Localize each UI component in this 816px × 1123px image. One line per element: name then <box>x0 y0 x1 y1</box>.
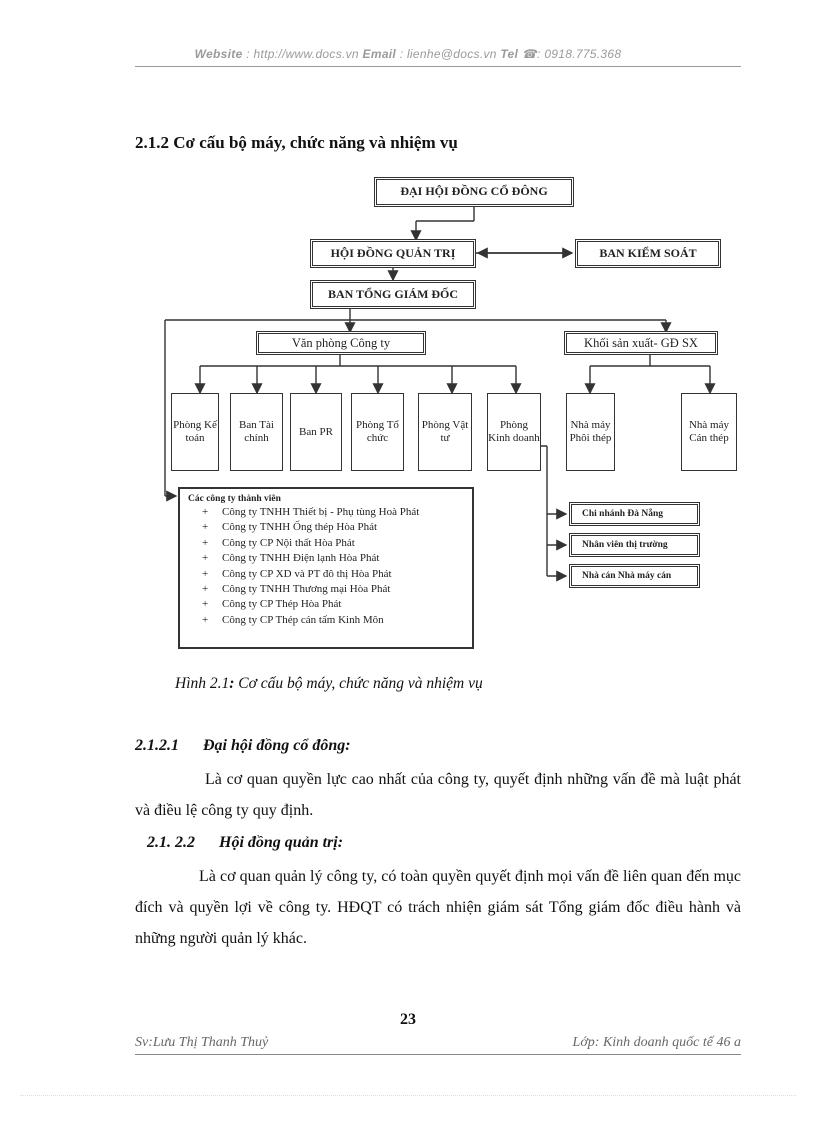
member-companies-box <box>178 487 474 649</box>
tel-value: ☎: 0918.775.368 <box>518 47 622 61</box>
member-item: + Công ty CP XD và PT đô thị Hòa Phát <box>202 567 392 580</box>
members-title: Các công ty thành viên <box>188 494 281 504</box>
box-bks: BAN KIỂM SOÁT <box>575 239 721 268</box>
dept-ban-pr: Ban PR <box>290 393 342 471</box>
footer-student: Sv:Lưu Thị Thanh Thuỷ <box>135 1035 269 1050</box>
footer-class: Lớp: Kinh doanh quốc tế 46 a <box>572 1035 741 1050</box>
dept-phong-ke-toan: Phòng Kế toán <box>171 393 219 471</box>
factory-can-thep: Nhà máy Cán thép <box>681 393 737 471</box>
member-item: + Công ty TNHH Điện lạnh Hòa Phát <box>202 552 380 565</box>
subsection-1-paragraph: Là cơ quan quyền lực cao nhất của công ty, quyết định những vấn đề mà luật phát và điều lệ công ty quy định. <box>135 771 741 819</box>
dept-phong-to-chuc: Phòng Tổ chức <box>351 393 404 471</box>
email-label: Email <box>362 47 397 61</box>
branch-da-nang: Chi nhánh Đà Nẵng <box>569 502 700 526</box>
box-hdqt: HỘI ĐỒNG QUẢN TRỊ <box>310 239 476 268</box>
member-item: + Công ty TNHH Ống thép Hòa Phát <box>202 521 378 534</box>
dept-phong-vat-tu: Phòng Vật tư <box>418 393 472 471</box>
caption-text: Cơ cấu bộ máy, chức năng và nhiệm vụ <box>234 675 483 692</box>
box-vpct: Văn phòng Công ty <box>256 331 426 355</box>
email-value: : lienhe@docs.vn <box>396 47 501 61</box>
member-item: + Công ty CP Thép cán tấm Kinh Môn <box>202 613 384 626</box>
footer-divider <box>135 1054 741 1055</box>
member-item: + Công ty CP Thép Hòa Phát <box>202 598 342 611</box>
member-item: + Công ty TNHH Thiết bị - Phụ tùng Hoà Phát <box>202 506 420 518</box>
box-btgd: BAN TỔNG GIÁM ĐỐC <box>310 280 476 309</box>
figure-caption: Hình 2.1: Cơ cấu bộ máy, chức năng và nhiệm vụ <box>175 675 483 692</box>
factory-phoi-thep: Nhà máy Phôi thép <box>566 393 615 471</box>
branch-nhan-vien-thi-truong: Nhân viên thị trường <box>569 533 700 557</box>
website-value: : http://www.docs.vn <box>242 47 363 61</box>
caption-label: Hình 2.1 <box>175 675 230 692</box>
member-item: + Công ty CP Nội thất Hòa Phát <box>202 536 355 549</box>
section-title: 2.1.2 Cơ cấu bộ máy, chức năng và nhiệm vụ <box>135 133 458 152</box>
page-bottom-border <box>20 1095 796 1096</box>
subsection-2-paragraph: Là cơ quan quản lý công ty, có toàn quyền quyết định mọi vấn đề liên quan đến mục đích và quyền lợi về công ty. HĐQT có trách nhiện giám sát Tổng giám đốc điều hành và những người quản lý khác. <box>135 868 741 947</box>
website-label: Website <box>194 47 243 61</box>
member-item: + Công ty TNHH Thương mại Hòa Phát <box>202 583 391 596</box>
dept-ban-tai-chinh: Ban Tài chính <box>230 393 283 471</box>
dept-phong-kinh-doanh: Phòng Kinh doanh <box>487 393 541 471</box>
branch-nha-can: Nhà cán Nhà máy cán <box>569 564 700 588</box>
subsection-1-heading: 2.1.2.1 Đại hội đồng cổ đông: <box>135 737 351 754</box>
tel-label: Tel <box>500 47 519 61</box>
box-dhdcd: ĐẠI HỘI ĐỒNG CỔ ĐÔNG <box>374 177 574 207</box>
page-number: 23 <box>400 1011 416 1028</box>
subsection-2-heading: 2.1. 2.2 Hội đồng quản trị: <box>147 834 344 851</box>
box-ksx: Khối sản xuất- GĐ SX <box>564 331 718 355</box>
